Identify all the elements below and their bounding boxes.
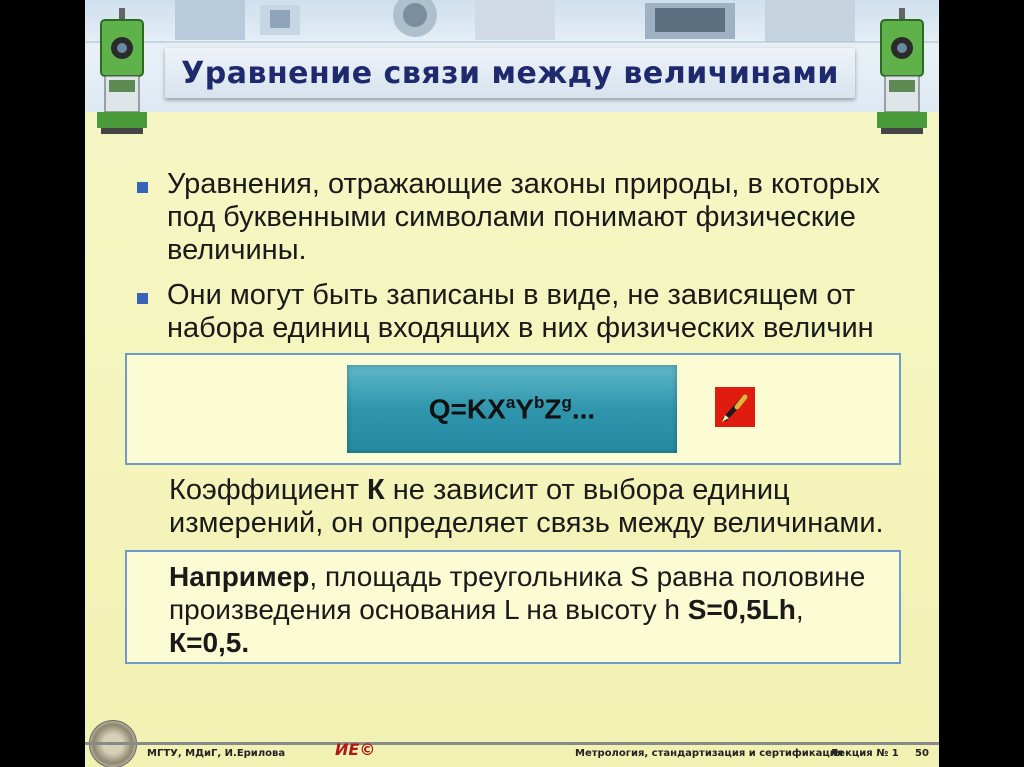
formula-exp-b: b [533,392,545,412]
slide-footer [85,720,939,767]
bullet-item [125,168,915,267]
theodolite-icon [91,8,153,136]
slide-title: Уравнение связи между величинами [181,55,839,91]
bullet-item [125,279,915,345]
footer-author: МГТУ, МДиГ, И.Ерилова [147,748,286,759]
formula-base: Q=KX [428,393,506,425]
bullet-square-icon [137,182,148,193]
formula-y: Y [515,393,534,425]
formula-tail: ... [571,393,596,425]
coefficient-rest: не зависит от выбора единиц измерений, он определяет связь между величинами. [169,474,884,539]
theodolite-icon [871,8,933,136]
slide [85,0,939,767]
formula-z: Z [544,393,562,425]
coefficient-prefix: Коэффициент [169,474,368,506]
coefficient-text [169,474,909,540]
bullet-square-icon [137,293,148,304]
example-text [169,560,889,659]
footer-course: Метрология, стандартизация и сертификация [575,748,844,759]
example-formula: S=0,5Lh [687,594,796,625]
example-body: , площадь треугольника S равна половине произведения основания L на высоту h [169,561,866,625]
formula-exp-a: a [505,392,516,412]
bullet-text: Они могут быть записаны в виде, не зависящем от набора единиц входящих в них физических величин [167,279,874,344]
footer-page-number: 50 [915,748,929,759]
bullet-text: Уравнения, отражающие законы природы, в которых под буквенными символами понимают физические величины. [167,168,881,266]
footer-divider [85,742,939,745]
formula-panel [125,353,901,465]
slide-title-box [165,48,855,98]
example-lead: Например [169,561,310,592]
formula [429,393,595,425]
coefficient-letter: К [367,474,385,506]
formula-box [347,365,677,453]
footer-lecture: Лекция № 1 [830,748,899,759]
example-separator: , [795,594,804,625]
formula-exp-g: g [561,392,572,412]
pen-icon[interactable] [715,387,755,427]
example-k-value: К=0,5. [169,627,250,658]
author-logo: ИЕ© [335,740,376,759]
bullet-list [125,168,915,357]
example-panel [125,550,901,664]
